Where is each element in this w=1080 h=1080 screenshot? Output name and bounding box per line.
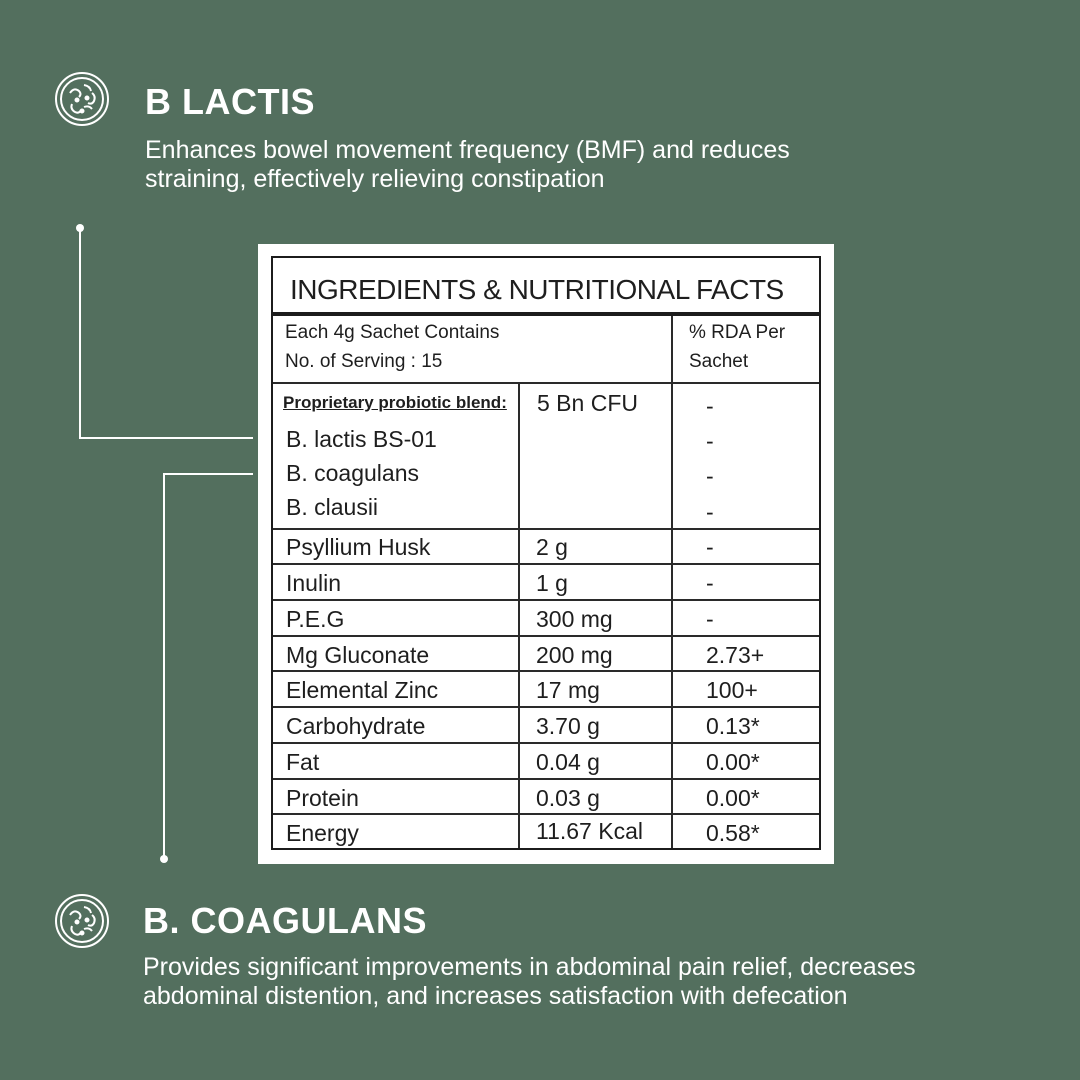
bacteria-icon [54, 71, 110, 127]
nutrient-name: Elemental Zinc [286, 677, 439, 703]
nutrient-amount: 1 g [536, 570, 568, 596]
row-divider [273, 813, 819, 815]
row-divider [273, 382, 819, 384]
nutrient-name: Energy [286, 820, 359, 846]
blend-amount: 5 Bn CFU [537, 390, 638, 416]
nutrient-amount: 2 g [536, 534, 568, 560]
strain-rda: - [706, 463, 714, 489]
header-rda [689, 318, 785, 376]
nutrient-amount: 17 mg [536, 677, 600, 703]
label-title: INGREDIENTS & NUTRITIONAL FACTS [290, 274, 784, 305]
section-title-b-lactis: B LACTIS [145, 81, 315, 122]
nutrient-rda: 0.00* [706, 749, 760, 775]
nutrient-rda: - [706, 606, 714, 632]
title-rule [273, 312, 819, 316]
nutrient-rda: 0.58* [706, 820, 760, 846]
connector-line [79, 437, 253, 439]
section-description-b-lactis [145, 136, 790, 194]
row-divider [273, 599, 819, 601]
description-line: abdominal distention, and increases satisfaction with defecation [143, 982, 848, 1010]
description-line: Provides significant improvements in abdominal pain relief, decreases [143, 953, 916, 981]
blend-rda: - [706, 393, 714, 419]
connector-dot [160, 855, 168, 863]
section-title-b-coagulans: B. COAGULANS [143, 900, 427, 941]
row-divider [273, 563, 819, 565]
header-line: No. of Serving : 15 [285, 351, 443, 372]
bacteria-icon [54, 893, 110, 949]
description-line: straining, effectively relieving constipation [145, 165, 605, 193]
nutrition-facts-table [271, 256, 821, 850]
nutrient-rda: 0.13* [706, 713, 760, 739]
header-line: % RDA Per [689, 322, 786, 343]
nutrient-amount: 11.67 Kcal [536, 818, 643, 844]
nutrient-rda: 100+ [706, 677, 758, 703]
header-serving-info [285, 318, 499, 376]
column-divider [671, 316, 673, 848]
nutrient-name: Psyllium Husk [286, 534, 431, 560]
blend-name: Proprietary probiotic blend: [283, 393, 507, 412]
nutrient-rda: - [706, 570, 714, 596]
nutrient-amount: 300 mg [536, 606, 613, 632]
nutrition-label-card [258, 244, 834, 864]
nutrient-amount: 3.70 g [536, 713, 600, 739]
connector-line [79, 228, 81, 438]
nutrient-name: Mg Gluconate [286, 642, 430, 668]
strain-rda: - [706, 499, 714, 525]
nutrient-rda: - [706, 534, 714, 560]
strain-name: B. lactis BS-01 [286, 426, 437, 452]
nutrient-name: Fat [286, 749, 320, 775]
connector-line [163, 473, 165, 858]
row-divider [273, 670, 819, 672]
section-description-b-coagulans [143, 953, 916, 1011]
strain-rda: - [706, 428, 714, 454]
nutrient-amount: 0.03 g [536, 785, 600, 811]
strain-name: B. clausii [286, 494, 379, 520]
description-line: Enhances bowel movement frequency (BMF) and reduces [145, 136, 790, 164]
row-divider [273, 528, 819, 530]
row-divider [273, 635, 819, 637]
row-divider [273, 706, 819, 708]
nutrient-rda: 0.00* [706, 785, 760, 811]
nutrient-name: Protein [286, 785, 359, 811]
connector-line [163, 473, 253, 475]
nutrient-name: Carbohydrate [286, 713, 426, 739]
header-line: Sachet [689, 351, 749, 372]
nutrient-amount: 200 mg [536, 642, 613, 668]
strain-name: B. coagulans [286, 460, 419, 486]
nutrient-name: Inulin [286, 570, 341, 596]
nutrient-rda: 2.73+ [706, 642, 765, 668]
header-line: Each 4g Sachet Contains [285, 322, 500, 343]
row-divider [273, 742, 819, 744]
row-divider [273, 778, 819, 780]
nutrient-amount: 0.04 g [536, 749, 600, 775]
nutrient-name: P.E.G [286, 606, 345, 632]
